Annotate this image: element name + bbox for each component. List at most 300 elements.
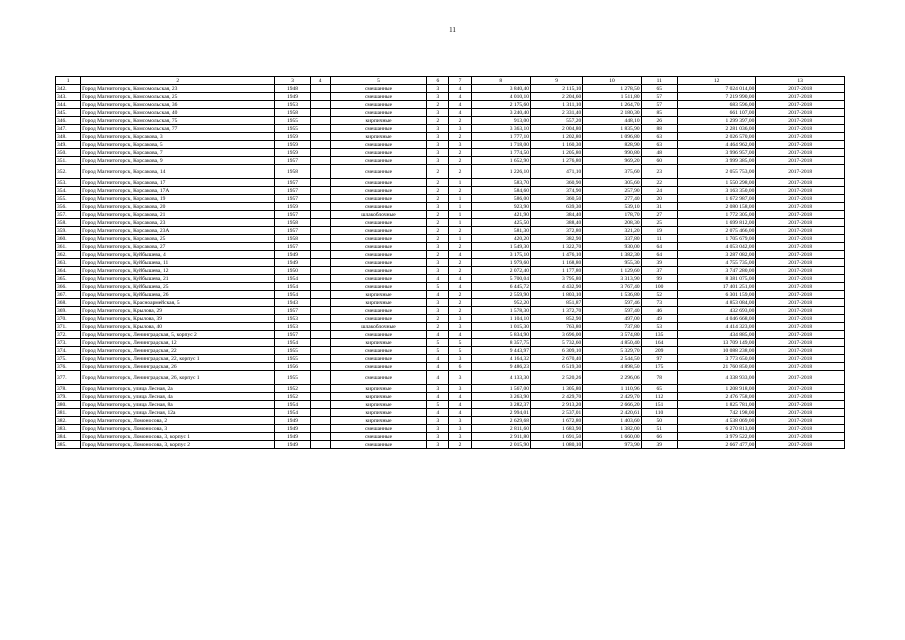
cell-total-area: 2 175,60 <box>471 101 530 109</box>
table-row <box>56 267 845 275</box>
cell-wall-material: кирпичные <box>330 393 427 401</box>
cell-wall-material: смешанные <box>330 165 427 179</box>
cell-period: 2017-2018 <box>756 93 845 101</box>
cell-floors: 3 <box>427 133 449 141</box>
cell-col-4 <box>310 401 330 409</box>
cell-row-number: 346. <box>56 117 81 125</box>
cell-row-number: 367. <box>56 291 81 299</box>
cell-row-number: 356. <box>56 203 81 211</box>
cell-period: 2017-2018 <box>756 259 845 267</box>
cell-residents: 209 <box>641 347 677 355</box>
cell-living-area: 1 803,10 <box>530 291 582 299</box>
cell-row-number: 378. <box>56 385 81 393</box>
cell-living-area: 372,80 <box>530 227 582 235</box>
cell-wall-material: смешанные <box>330 101 427 109</box>
cell-address: Город Магнитогорск, Ленинградская, 22 <box>81 347 275 355</box>
cell-col-4 <box>310 331 330 339</box>
cell-area-3: 1 382,30 <box>583 251 641 259</box>
cell-living-area: 471,10 <box>530 165 582 179</box>
cell-year-built: 1955 <box>275 125 310 133</box>
cell-living-area: 1 311,10 <box>530 101 582 109</box>
cell-living-area: 3 696,00 <box>530 331 582 339</box>
column-number-header: 2 <box>81 77 275 85</box>
cell-entrances: 2 <box>449 441 471 449</box>
cell-entrances: 3 <box>449 141 471 149</box>
cell-period: 2017-2018 <box>756 109 845 117</box>
cell-row-number: 349. <box>56 141 81 149</box>
cell-entrances: 2 <box>449 149 471 157</box>
cell-col-4 <box>310 323 330 331</box>
cell-total-area: 913,00 <box>471 117 530 125</box>
cell-floors: 3 <box>427 425 449 433</box>
cell-area-3: 955,30 <box>583 259 641 267</box>
cell-col-4 <box>310 93 330 101</box>
cell-wall-material: смешанные <box>330 267 427 275</box>
cell-wall-material: смешанные <box>330 355 427 363</box>
cell-entrances: 2 <box>449 259 471 267</box>
table-row <box>56 323 845 331</box>
table-row <box>56 441 845 449</box>
cell-living-area: 384,40 <box>530 211 582 219</box>
cell-col-4 <box>310 299 330 307</box>
cell-address: Город Магнитогорск, Корсакова, 23А <box>81 227 275 235</box>
cell-col-4 <box>310 307 330 315</box>
cell-address: Город Магнитогорск, Ленинградская, 26, корпус 1 <box>81 371 275 385</box>
cell-cost: 21 760 850,00 <box>677 363 755 371</box>
cell-area-3: 321,20 <box>583 227 641 235</box>
cell-entrances: 4 <box>449 275 471 283</box>
cell-year-built: 1953 <box>275 101 310 109</box>
table-header-row <box>56 77 845 85</box>
cell-total-area: 923,90 <box>471 203 530 211</box>
cell-cost: 4 755 735,00 <box>677 259 755 267</box>
cell-address: Город Магнитогорск, Ленинградская, 5, корпус 2 <box>81 331 275 339</box>
cell-year-built: 1953 <box>275 315 310 323</box>
cell-cost: 4 046 668,00 <box>677 315 755 323</box>
cell-area-3: 597,46 <box>583 299 641 307</box>
table-row <box>56 117 845 125</box>
cell-period: 2017-2018 <box>756 219 845 227</box>
cell-total-area: 2 811,60 <box>471 425 530 433</box>
cell-residents: 60 <box>641 157 677 165</box>
cell-period: 2017-2018 <box>756 165 845 179</box>
cell-year-built: 1952 <box>275 393 310 401</box>
cell-floors: 4 <box>427 409 449 417</box>
table-row <box>56 149 845 157</box>
cell-year-built: 1958 <box>275 109 310 117</box>
cell-floors: 2 <box>427 187 449 195</box>
cell-period: 2017-2018 <box>756 157 845 165</box>
column-number-header: 13 <box>756 77 845 85</box>
cell-residents: 27 <box>641 211 677 219</box>
cell-period: 2017-2018 <box>756 355 845 363</box>
cell-total-area: 9 486,23 <box>471 363 530 371</box>
cell-entrances: 1 <box>449 235 471 243</box>
cell-floors: 2 <box>427 211 449 219</box>
cell-address: Город Магнитогорск, Корсакова, 3 <box>81 133 275 141</box>
cell-address: Город Магнитогорск, Комсомольская, 40 <box>81 109 275 117</box>
cell-row-number: 345. <box>56 109 81 117</box>
cell-period: 2017-2018 <box>756 409 845 417</box>
cell-row-number: 383. <box>56 425 81 433</box>
cell-floors: 3 <box>427 141 449 149</box>
cell-entrances: 2 <box>449 117 471 125</box>
cell-wall-material: смешанные <box>330 283 427 291</box>
cell-address: Город Магнитогорск, Корсакова, 23 <box>81 219 275 227</box>
cell-entrances: 1 <box>449 219 471 227</box>
cell-year-built: 1948 <box>275 85 310 93</box>
cell-period: 2017-2018 <box>756 347 845 355</box>
cell-area-3: 1 403,60 <box>583 417 641 425</box>
cell-address: Город Магнитогорск, Куйбышева, 26 <box>81 291 275 299</box>
cell-area-3: 2 429,70 <box>583 393 641 401</box>
cell-entrances: 2 <box>449 187 471 195</box>
cell-row-number: 343. <box>56 93 81 101</box>
cell-floors: 2 <box>427 227 449 235</box>
cell-living-area: 360,90 <box>530 179 582 187</box>
cell-floors: 3 <box>427 243 449 251</box>
cell-floors: 3 <box>427 85 449 93</box>
cell-living-area: 852,90 <box>530 315 582 323</box>
cell-total-area: 1 979,60 <box>471 259 530 267</box>
cell-year-built: 1954 <box>275 291 310 299</box>
cell-area-3: 1 511,80 <box>583 93 641 101</box>
cell-total-area: 3 240,40 <box>471 109 530 117</box>
cell-total-area: 4 010,10 <box>471 93 530 101</box>
cell-row-number: 375. <box>56 355 81 363</box>
cell-area-3: 2 180,30 <box>583 109 641 117</box>
cell-area-3: 969,20 <box>583 157 641 165</box>
cell-year-built: 1949 <box>275 93 310 101</box>
table-row <box>56 227 845 235</box>
cell-col-4 <box>310 157 330 165</box>
cell-cost: 1 672 987,00 <box>677 195 755 203</box>
column-number-header: 11 <box>641 77 677 85</box>
cell-address: Город Магнитогорск, Корсакова, 21 <box>81 211 275 219</box>
cell-wall-material: кирпичные <box>330 299 427 307</box>
cell-col-4 <box>310 235 330 243</box>
table-row <box>56 101 845 109</box>
cell-wall-material: смешанные <box>330 195 427 203</box>
cell-entrances: 4 <box>449 251 471 259</box>
cell-living-area: 4 432,90 <box>530 283 582 291</box>
cell-cost: 683 596,00 <box>677 101 755 109</box>
cell-entrances: 4 <box>449 393 471 401</box>
cell-address: Город Магнитогорск, Куйбышева, 21 <box>81 275 275 283</box>
cell-residents: 63 <box>641 141 677 149</box>
cell-floors: 3 <box>427 203 449 211</box>
cell-year-built: 1955 <box>275 117 310 125</box>
cell-area-3: 539,10 <box>583 203 641 211</box>
cell-year-built: 1957 <box>275 187 310 195</box>
cell-year-built: 1949 <box>275 425 310 433</box>
cell-period: 2017-2018 <box>756 203 845 211</box>
cell-address: Город Магнитогорск, Куйбышева, 11 <box>81 259 275 267</box>
cell-floors: 3 <box>427 433 449 441</box>
table-row <box>56 85 845 93</box>
cell-entrances: 3 <box>449 315 471 323</box>
cell-year-built: 1949 <box>275 417 310 425</box>
cell-living-area: 1 202,80 <box>530 133 582 141</box>
cell-living-area: 382,90 <box>530 235 582 243</box>
cell-col-4 <box>310 165 330 179</box>
cell-area-3: 5 329,70 <box>583 347 641 355</box>
table-row <box>56 401 845 409</box>
cell-total-area: 420,20 <box>471 235 530 243</box>
cell-cost: 3 287 082,00 <box>677 251 755 259</box>
cell-wall-material: смешанные <box>330 363 427 371</box>
cell-period: 2017-2018 <box>756 323 845 331</box>
cell-total-area: 2 629,68 <box>471 417 530 425</box>
cell-address: Город Магнитогорск, Ломоносова, 2 <box>81 417 275 425</box>
cell-entrances: 5 <box>449 339 471 347</box>
cell-floors: 4 <box>427 291 449 299</box>
cell-cost: 4 853 084,00 <box>677 299 755 307</box>
cell-living-area: 1 276,80 <box>530 157 582 165</box>
cell-living-area: 2 004,80 <box>530 125 582 133</box>
cell-residents: 57 <box>641 101 677 109</box>
table-row <box>56 425 845 433</box>
cell-year-built: 1949 <box>275 433 310 441</box>
cell-row-number: 376. <box>56 363 81 371</box>
cell-address: Город Магнитогорск, Комсомольская, 36 <box>81 101 275 109</box>
cell-row-number: 366. <box>56 283 81 291</box>
cell-col-4 <box>310 85 330 93</box>
cell-cost: 10 088 238,00 <box>677 347 755 355</box>
cell-row-number: 372. <box>56 331 81 339</box>
cell-wall-material: кирпичные <box>330 385 427 393</box>
column-number-header: 1 <box>56 77 81 85</box>
cell-period: 2017-2018 <box>756 331 845 339</box>
table-row <box>56 417 845 425</box>
table-row <box>56 157 845 165</box>
cell-total-area: 2 015,90 <box>471 441 530 449</box>
cell-col-4 <box>310 371 330 385</box>
cell-wall-material: смешанные <box>330 219 427 227</box>
cell-row-number: 354. <box>56 187 81 195</box>
cell-entrances: 2 <box>449 291 471 299</box>
cell-cost: 4 538 069,00 <box>677 417 755 425</box>
column-number-header: 6 <box>427 77 449 85</box>
cell-residents: 25 <box>641 219 677 227</box>
cell-entrances: 1 <box>449 179 471 187</box>
cell-row-number: 364. <box>56 267 81 275</box>
cell-area-3: 305,60 <box>583 179 641 187</box>
cell-floors: 5 <box>427 339 449 347</box>
cell-wall-material: смешанные <box>330 141 427 149</box>
cell-period: 2017-2018 <box>756 227 845 235</box>
cell-period: 2017-2018 <box>756 149 845 157</box>
cell-col-4 <box>310 315 330 323</box>
cell-wall-material: шлакоблочные <box>330 323 427 331</box>
cell-cost: 2 055 753,00 <box>677 165 755 179</box>
cell-cost: 2 281 036,00 <box>677 125 755 133</box>
cell-period: 2017-2018 <box>756 385 845 393</box>
cell-cost: 17 401 251,00 <box>677 283 755 291</box>
cell-living-area: 2 520,26 <box>530 371 582 385</box>
cell-row-number: 385. <box>56 441 81 449</box>
cell-living-area: 1 372,70 <box>530 307 582 315</box>
cell-total-area: 6 445,72 <box>471 283 530 291</box>
cell-year-built: 1959 <box>275 203 310 211</box>
cell-living-area: 1 168,80 <box>530 259 582 267</box>
cell-address: Город Магнитогорск, Ломоносова, 3 <box>81 425 275 433</box>
cell-floors: 4 <box>427 355 449 363</box>
cell-row-number: 365. <box>56 275 81 283</box>
cell-address: Город Магнитогорск, улица Лесная, 2а <box>81 385 275 393</box>
cell-floors: 3 <box>427 109 449 117</box>
cell-cost: 1 705 679,00 <box>677 235 755 243</box>
cell-wall-material: смешанные <box>330 157 427 165</box>
table-row <box>56 371 845 385</box>
cell-living-area: 557,20 <box>530 117 582 125</box>
cell-row-number: 353. <box>56 179 81 187</box>
cell-address: Город Магнитогорск, Комсомольская, 25 <box>81 93 275 101</box>
cell-total-area: 2 994,01 <box>471 409 530 417</box>
cell-floors: 2 <box>427 117 449 125</box>
cell-cost: 4 414 323,00 <box>677 323 755 331</box>
cell-entrances: 3 <box>449 125 471 133</box>
cell-row-number: 379. <box>56 393 81 401</box>
cell-living-area: 1 160,30 <box>530 141 582 149</box>
cell-living-area: 6 309,10 <box>530 347 582 355</box>
cell-address: Город Магнитогорск, Крылова, 29 <box>81 307 275 315</box>
cell-area-3: 973,90 <box>583 441 641 449</box>
cell-row-number: 384. <box>56 433 81 441</box>
cell-row-number: 377. <box>56 371 81 385</box>
cell-row-number: 373. <box>56 339 81 347</box>
cell-area-3: 1 264,70 <box>583 101 641 109</box>
cell-wall-material: кирпичные <box>330 401 427 409</box>
cell-living-area: 6 519,30 <box>530 363 582 371</box>
cell-address: Город Магнитогорск, Корсакова, 20 <box>81 203 275 211</box>
table-row <box>56 385 845 393</box>
cell-cost: 1 825 781,00 <box>677 401 755 409</box>
cell-area-3: 2 666,20 <box>583 401 641 409</box>
cell-wall-material: смешанные <box>330 371 427 385</box>
cell-row-number: 352. <box>56 165 81 179</box>
cell-col-4 <box>310 243 330 251</box>
cell-floors: 2 <box>427 251 449 259</box>
cell-residents: 64 <box>641 243 677 251</box>
table-row <box>56 307 845 315</box>
cell-row-number: 374. <box>56 347 81 355</box>
table-row <box>56 133 845 141</box>
cell-col-4 <box>310 355 330 363</box>
cell-entrances: 2 <box>449 307 471 315</box>
cell-row-number: 371. <box>56 323 81 331</box>
cell-total-area: 586,00 <box>471 195 530 203</box>
cell-total-area: 3 282,37 <box>471 401 530 409</box>
cell-year-built: 1949 <box>275 441 310 449</box>
cell-period: 2017-2018 <box>756 275 845 283</box>
cell-year-built: 1957 <box>275 157 310 165</box>
cell-living-area: 5 732,60 <box>530 339 582 347</box>
cell-year-built: 1955 <box>275 371 310 385</box>
cell-address: Город Магнитогорск, улица Лесная, 12а <box>81 409 275 417</box>
cell-total-area: 1 652,90 <box>471 157 530 165</box>
cell-total-area: 3 263,90 <box>471 393 530 401</box>
cell-wall-material: смешанные <box>330 109 427 117</box>
cell-residents: 88 <box>641 125 677 133</box>
cell-area-3: 2 544,50 <box>583 355 641 363</box>
cell-area-3: 3 574,80 <box>583 331 641 339</box>
cell-year-built: 1957 <box>275 227 310 235</box>
cell-wall-material: смешанные <box>330 425 427 433</box>
cell-row-number: 368. <box>56 299 81 307</box>
cell-total-area: 2 559,90 <box>471 291 530 299</box>
cell-area-3: 3 767,40 <box>583 283 641 291</box>
cell-residents: 85 <box>641 109 677 117</box>
cell-period: 2017-2018 <box>756 267 845 275</box>
cell-col-4 <box>310 211 330 219</box>
cell-address: Город Магнитогорск, Ленинградская, 12 <box>81 339 275 347</box>
cell-living-area: 851,87 <box>530 299 582 307</box>
table-row <box>56 331 845 339</box>
cell-period: 2017-2018 <box>756 187 845 195</box>
cell-entrances: 3 <box>449 355 471 363</box>
cell-residents: 151 <box>641 401 677 409</box>
cell-total-area: 583,70 <box>471 179 530 187</box>
cell-address: Город Магнитогорск, Красноармейская, 5 <box>81 299 275 307</box>
cell-row-number: 360. <box>56 235 81 243</box>
cell-period: 2017-2018 <box>756 125 845 133</box>
cell-floors: 4 <box>427 275 449 283</box>
cell-residents: 46 <box>641 307 677 315</box>
cell-address: Город Магнитогорск, Комсомольская, 77 <box>81 125 275 133</box>
cell-residents: 22 <box>641 179 677 187</box>
cell-year-built: 1957 <box>275 307 310 315</box>
cell-area-3: 3 313,90 <box>583 275 641 283</box>
cell-total-area: 3 175,10 <box>471 251 530 259</box>
cell-total-area: 9 443,97 <box>471 347 530 355</box>
cell-total-area: 1 567,00 <box>471 385 530 393</box>
cell-col-4 <box>310 149 330 157</box>
cell-residents: 39 <box>641 259 677 267</box>
cell-cost: 742 198,00 <box>677 409 755 417</box>
cell-row-number: 344. <box>56 101 81 109</box>
cell-living-area: 1 205,80 <box>530 149 582 157</box>
cell-address: Город Магнитогорск, Крылова, 39 <box>81 315 275 323</box>
cell-floors: 4 <box>427 331 449 339</box>
cell-row-number: 382. <box>56 417 81 425</box>
cell-cost: 434 885,00 <box>677 331 755 339</box>
cell-address: Город Магнитогорск, Куйбышева, 25 <box>81 283 275 291</box>
cell-address: Город Магнитогорск, Корсакова, 17А <box>81 187 275 195</box>
cell-area-3: 2 296,06 <box>583 371 641 385</box>
cell-year-built: 1956 <box>275 363 310 371</box>
cell-address: Город Магнитогорск, Ленинградская, 26 <box>81 363 275 371</box>
column-number-header: 5 <box>330 77 427 85</box>
cell-wall-material: смешанные <box>330 85 427 93</box>
cell-living-area: 1 672,80 <box>530 417 582 425</box>
cell-area-3: 2 420,61 <box>583 409 641 417</box>
cell-area-3: 257,90 <box>583 187 641 195</box>
cell-residents: 64 <box>641 251 677 259</box>
cell-address: Город Магнитогорск, Корсакова, 17 <box>81 179 275 187</box>
column-number-header: 12 <box>677 77 755 85</box>
cell-col-4 <box>310 101 330 109</box>
cell-col-4 <box>310 441 330 449</box>
table-row <box>56 363 845 371</box>
cell-cost: 3 747 280,00 <box>677 267 755 275</box>
cell-period: 2017-2018 <box>756 291 845 299</box>
cell-residents: 51 <box>641 425 677 433</box>
cell-residents: 63 <box>641 133 677 141</box>
cell-address: Город Магнитогорск, Куйбышева, 12 <box>81 267 275 275</box>
cell-floors: 2 <box>427 179 449 187</box>
cell-entrances: 4 <box>449 401 471 409</box>
